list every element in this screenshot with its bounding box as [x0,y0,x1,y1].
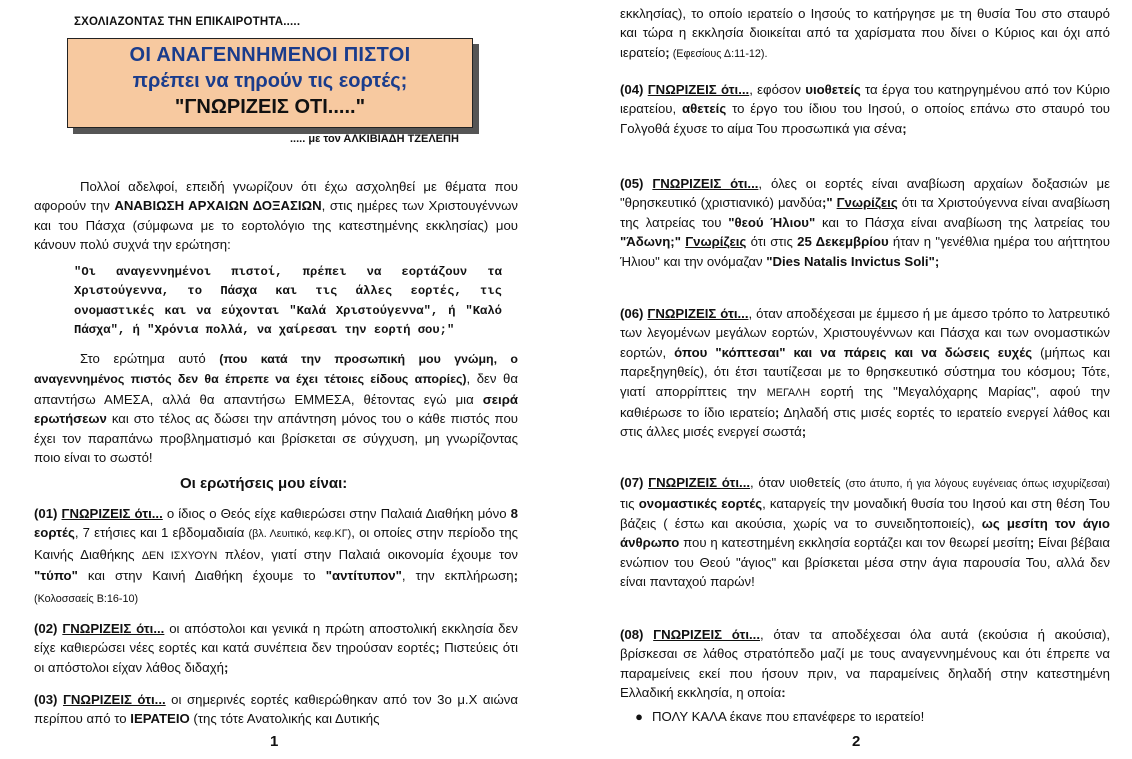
q-underline: Γνωρίζεις [836,195,898,211]
q-bold: υιοθετείς [805,82,861,97]
question-07 [620,473,1110,591]
q-text: , καταργείς την μοναδική θυσία του Ιησού και στη θέση Του βάζεις ( έστω και ακούσια, χωρίς να το συνειδητοποιείς), [620,496,1110,531]
q-text: πλέον, γιατί στην Παλαιά οικονομία έχουμε τον [217,546,519,562]
q-text: που η κατεστημένη εκκλησία εορτάζει και τον θεωρεί μεσίτη [679,535,1030,551]
q-bold: "Dies Natalis Invictus Soli"; [766,253,940,269]
q-lead: ΓΝΩΡΙΖΕΙΣ ότι... [61,506,163,521]
q-text: (μήπως και παρεξηγηθείς), ότι έτσι ταυτίζεσαι με το θρησκευτικό σύστημα του κόσμου [620,344,1111,380]
page-right [566,0,1132,759]
q-lead: ΓΝΩΡΙΖΕΙΣ ότι... [647,306,749,321]
para-text: και στο τέλος ας δώσει την απάντηση μόνος του ο κάθε πιστός που έχει τον παραπάνω προβληματισμό και βρίσκεται σε σύγχυση, μη γνωρίζοντας ποιο είναι το σωστό! [34,411,518,466]
page-left [0,0,560,759]
q-text: ότι τα Χριστούγεννα είναι αναβίωση της λατρείας του [620,195,1110,230]
q-small: ΜΕΓΑΛΗ [766,386,811,399]
para-text: Στο ερώτημα αυτό [80,351,220,366]
title-line-1: ΟΙ ΑΝΑΓΕΝΝΗΜΕΝΟΙ ΠΙΣΤΟΙ [129,44,411,66]
q-number: (07) [620,475,644,490]
q-bold: ; [1071,364,1076,380]
q-bold: όπου "κόπτεσαι" και να πάρεις και να δώσεις ευχές [674,344,1033,360]
title-box [67,38,473,128]
q-number: (01) [34,506,58,521]
q-text: , όταν αποδέχεσαι με έμμεσο ή με άμεσο τρόπο το λατρευτικό των λεγομένων μεγάλων εορτών, Χριστουγέννων και Πάσχα και των ονομαστικών εορτών, [620,306,1111,360]
q-text: ο ίδιος ο Θεός είχε καθιερώσει στην Παλαιά Διαθήκη μόνο [162,506,511,521]
q-number: (06) [620,306,644,321]
q-lead: ΓΝΩΡΙΖΕΙΣ ότι... [653,627,760,642]
q-bold: "τύπο" [34,568,78,584]
question-06 [620,304,1110,442]
q-small: ΔΕΝ ΙΣΧΥΟΥΝ [141,549,218,562]
q-text: οι σημερινές εορτές καθιερώθηκαν από τον 3ο μ.Χ αιώνα περίπου από το [34,692,518,727]
q-bold: ; [774,405,780,421]
q-bold: ΙΕΡΑΤΕΙΟ [130,711,190,727]
q-text: , όταν τα αποδέχεσαι όλα αυτά (εκούσια ή ακούσια), βρίσκεσαι σε λάθος στρατόπεδο μαζί με τους αναγεννημένους και ότι έπρεπε να παραμείνεις εκεί που ήσουν πριν, να παραμείνεις δηλαδή στην κατεστημένη Ελλαδική εκκλησία, η οποία [620,627,1111,701]
q-text: (της τότε Ανατολικής και Δυτικής [189,711,380,727]
q-text: και το Πάσχα είναι αναβίωση της λατρείας του [815,214,1110,230]
title-line-3: "ΓΝΩΡΙΖΕΙΣ ΟΤΙ....." [174,96,366,118]
q-text: , όταν υιοθετείς [750,475,846,490]
page-number: 2 [852,733,861,750]
intro-text: Πολλοί αδελφοί, επειδή γνωρίζουν ότι έχω ασχοληθεί με θέματα που αφορούν την [34,179,518,214]
q-lead: ΓΝΩΡΙΖΕΙΣ ότι... [62,692,166,707]
q-lead: ΓΝΩΡΙΖΕΙΣ ότι... [647,82,750,97]
q-bold: ; [435,640,440,656]
bullet-text: ΠΟΛΥ ΚΑΛΑ έκανε που επανέφερε το ιερατείο! [652,709,925,724]
cont-bold: ; [665,44,670,60]
q-text: Δηλαδή στις μισές εορτές το ιερατείο ενεργεί λάθος και στις άλλες μισές ενεργεί σωστά [620,405,1110,440]
cont-text: εκκλησίας), το οποίο ιερατείο ο Ιησούς το κατήργησε με τη θυσία Του στο σταυρό και τώρα η εκκλησία διοικείται από τα χαρίσματα που δίνει ο Κύριος και όχι από ιερατείο [620,6,1110,60]
question-04 [620,80,1110,138]
question-03 [34,690,518,729]
q-number: (05) [620,176,644,191]
q-bold: ως μεσίτη τον άγιο άνθρωπο [620,515,1110,551]
q-bold: ;" [821,195,833,211]
para-text: , δεν θα απαντήσω ΑΜΕΣΑ, αλλά θα απαντήσω ΕΜΜΕΣΑ, θέτοντας εγώ μια [34,371,518,407]
q-text: , όλες οι εορτές είναι αναβίωση αρχαίων δοξασιών με "θρησκευτικό (χριστιανικό) μανδύα [620,176,1110,211]
q-lead: ΓΝΩΡΙΖΕΙΣ ότι... [652,176,759,191]
q-bold: "αντίτυπον" [325,568,402,584]
page-number: 1 [270,733,279,750]
intro-paragraph [34,177,518,255]
q-text: , την εκπλήρωση [401,568,514,584]
q-underline: Γνωρίζεις [685,234,747,250]
q-bold: "Άδωνη;" [620,234,681,250]
q-text: Τότε, γιατί απορρίπτεις την [620,364,1110,399]
q-lead: ΓΝΩΡΙΖΕΙΣ ότι... [62,621,165,636]
q-small: (βλ. Λευιτικό, κεφ.ΚΓ) [248,528,352,541]
q-text: τα έργα του κατηργημένου από τον Κύριο ιερατείου, [620,82,1110,117]
q-text: εορτή της "Μεγαλόχαρης Μαρίας", αφού την καθιέρωσε το ίδιο ιερατείο [620,383,1110,421]
q-bold: ; [1029,535,1035,551]
q-lead: ΓΝΩΡΙΖΕΙΣ ότι... [648,475,751,490]
q-number: (02) [34,621,58,636]
q-number: (04) [620,82,644,97]
para-bold: (που κατά την προσωπική μου γνώμη, ο αναγεννημένος πιστός δεν θα έπρεπε να έχει τέτοιες είδους απορίες) [34,352,518,387]
q-bold: ονομαστικές εορτές [638,496,763,512]
questions-heading: Οι ερωτήσεις μου είναι: [180,475,348,492]
intro-bold: ΑΝΑΒΙΩΣΗ ΑΡΧΑΙΩΝ ΔΟΞΑΣΙΩΝ [114,198,322,214]
bullet-item [626,707,1106,726]
para-bold: σειρά ερωτήσεων [34,391,518,427]
q-text: Είναι βέβαια ενώπιον του Θεού "άγιος" και βρίσκεται μέσα στην άγια παρουσία Του, αλλά δεν είναι πανταχού παρών! [620,535,1110,590]
title-line-2: πρέπει να τηρούν τις εορτές; [132,70,408,92]
cont-small: (Εφεσίους Δ:11-12). [669,47,768,60]
q-bold: ; [801,424,807,440]
q-text: , εφόσον [749,82,806,97]
q-bold: : [781,685,786,701]
q-text: , οι οποίες στην περίοδο της Καινής Διαθήκης [34,525,519,562]
q-bold: αθετείς [682,101,727,117]
question-02 [34,619,518,677]
q-text: οι απόστολοι και γενικά η πρώτη αποστολική εκκλησία δεν είχε καθιερώσει νέες εορτές και κατά συνέπεια δεν τηρούσαν εορτές [34,621,519,656]
q-text: Πιστεύεις ότι οι απόστολοι είχαν λάθος διδαχή [34,640,518,675]
q-text: και στην Καινή Διαθήκη έχουμε το [77,568,326,584]
question-08 [620,625,1110,703]
question-quote: "Οι αναγεννημένοι πιστοί, πρέπει να εορτάζουν τα Χριστούγεννα, το Πάσχα και τις άλλες εορτές, τις ονομαστικές και να εύχονται "Καλά Χριστούγεννα", ή "Καλό Πάσχα", ή "Χρόνια πολλά, να χαίρεσαι την εορτή σου;" [74,265,502,338]
q-small: (στο άτυπο, ή για λόγους ευγένειας όπως ισχυρίζεσαι) [845,478,1111,490]
continuation-paragraph [620,4,1110,64]
q-bold: 8 εορτές [34,506,518,541]
q-text: ότι στις [746,234,798,250]
q-number: (08) [620,627,644,642]
q-number: (03) [34,692,58,707]
q-bold: ; [513,568,518,584]
q-text: τις [620,496,639,512]
q-text: ήταν η "γενέθλια ημέρα του αήττητου Ήλιου" και την ονόμαζαν [620,234,1110,269]
q-bold: ; [224,659,229,675]
q-bold: 25 Δεκεμβρίου [797,234,889,250]
q-bold: "θεού Ήλιου" [728,214,816,230]
q-text: το έργο του ίδιου του Ιησού, ο οποίος επάνω στο σταυρό του Γολγοθά έχυσε το αίμα Του προσωπικά για σένα [620,101,1110,136]
q-bold: ; [902,120,907,136]
q-text: , 7 ετήσιες και 1 εβδομαδιαία [74,525,249,541]
kicker: ΣΧΟΛΙΑΖΟΝΤΑΣ ΤΗΝ ΕΠΙΚΑΙΡΟΤΗΤΑ..... [74,16,301,28]
q-small: (Κολοσσαείς Β:16-10) [34,592,139,605]
byline: ..... με τον ΑΛΚΙΒΙΑΔΗ ΤΖΕΛΕΠΗ [290,133,459,145]
intro-text: , στις ημέρες των Χριστουγέννων και του Πάσχα (σύμφωνα με το εορτολόγιο της κατεστημένης εκκλησίας) μου κάνουν πολύ συχνά την ερώτηση: [34,198,518,253]
question-01 [34,504,518,609]
question-05 [620,174,1110,271]
answer-paragraph [34,349,518,467]
bullet-dot-icon: ● [635,709,643,724]
